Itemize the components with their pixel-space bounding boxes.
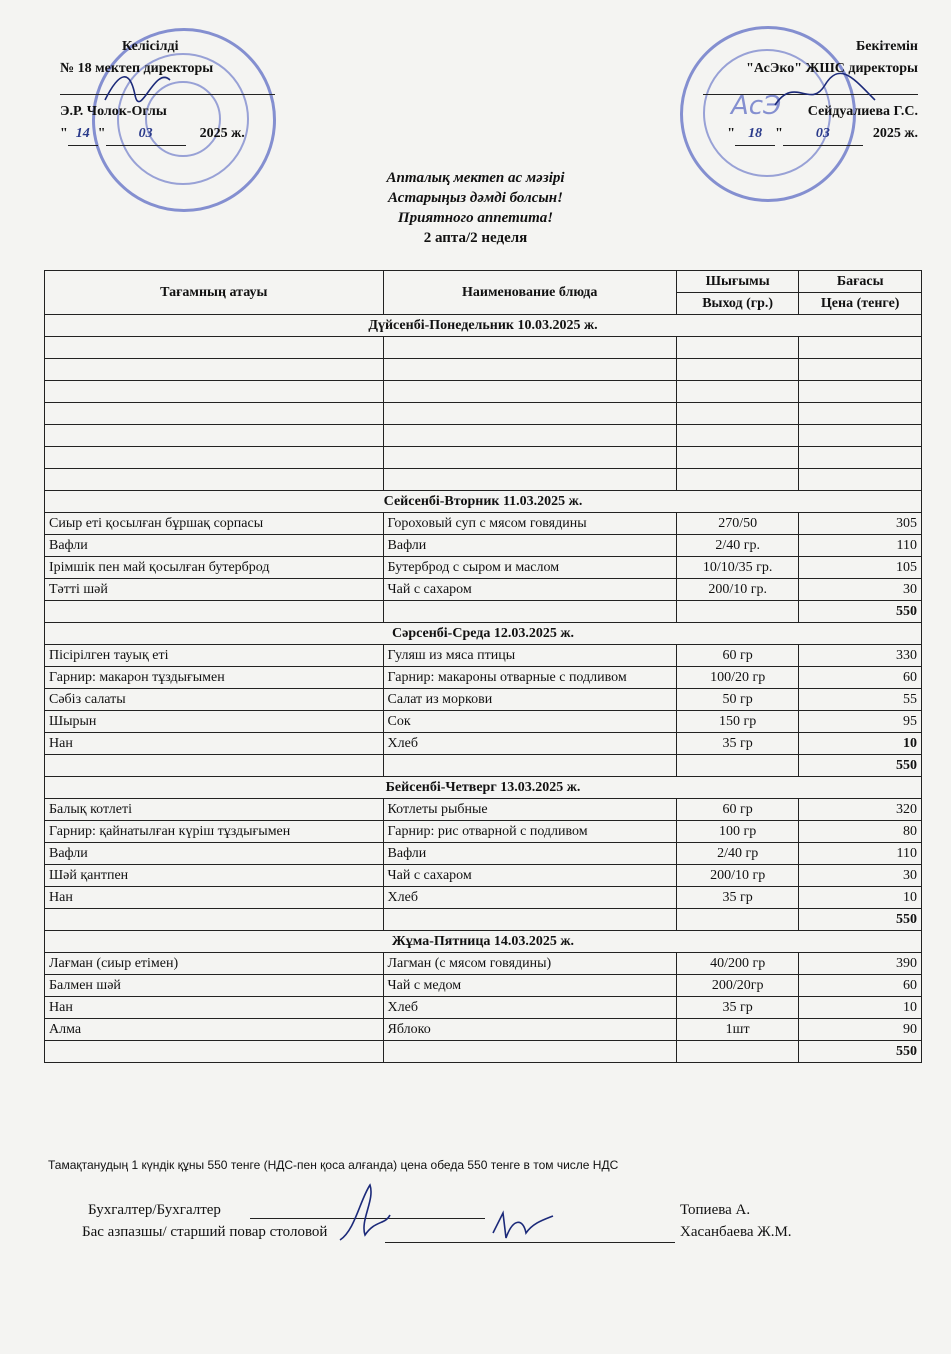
day-header <box>45 315 922 337</box>
empty-cell <box>383 425 676 447</box>
signature-row-accountant <box>88 1202 221 1219</box>
dish-yield: 40/200 гр <box>676 953 799 975</box>
approval-left <box>60 36 300 146</box>
table-row <box>45 557 922 579</box>
table-row <box>45 887 922 909</box>
dish-price: 110 <box>799 843 922 865</box>
dish-yield: 100 гр <box>676 821 799 843</box>
accountant-role: Бухгалтер/Бухгалтер <box>88 1202 221 1218</box>
dish-price: 330 <box>799 645 922 667</box>
dish-name-kz: Лағман (сиыр етімен) <box>45 953 384 975</box>
header-name-kz: Тағамның атауы <box>45 271 384 315</box>
footer-note: Тамақтанудың 1 күндік құны 550 тенге (НДС-пен қоса алғанда) цена обеда 550 тенге в том числе НДС <box>48 1158 619 1172</box>
company-director-position: "АсЭко" ЖШС директоры <box>746 61 918 76</box>
dish-name-ru: Яблоко <box>383 1019 676 1041</box>
dish-name-ru: Гороховый суп с мясом говядины <box>383 513 676 535</box>
dish-price: 110 <box>799 535 922 557</box>
cook-signature <box>488 1208 558 1248</box>
dish-name-ru: Хлеб <box>383 887 676 909</box>
dish-yield: 200/10 гр. <box>676 579 799 601</box>
empty-cell <box>45 909 384 931</box>
table-row <box>45 667 922 689</box>
empty-cell <box>45 1041 384 1063</box>
dish-yield: 1шт <box>676 1019 799 1041</box>
dish-price: 10 <box>799 997 922 1019</box>
table-row <box>45 843 922 865</box>
empty-cell <box>383 909 676 931</box>
signature-row-cook <box>82 1224 327 1241</box>
day-total: 550 <box>799 1041 922 1063</box>
dish-yield: 150 гр <box>676 711 799 733</box>
header-yield-ru: Выход (гр.) <box>676 293 799 315</box>
dish-yield: 60 гр <box>676 799 799 821</box>
dish-yield: 35 гр <box>676 733 799 755</box>
day-total: 550 <box>799 909 922 931</box>
dish-yield: 50 гр <box>676 689 799 711</box>
empty-cell <box>676 403 799 425</box>
day-title: Жұма-Пятница 14.03.2025 ж. <box>45 931 922 953</box>
dish-name-ru: Котлеты рыбные <box>383 799 676 821</box>
company-director-name: Сейдуалиева Г.С. <box>807 104 918 119</box>
empty-row <box>45 359 922 381</box>
empty-cell <box>676 447 799 469</box>
dish-price: 30 <box>799 865 922 887</box>
dish-yield: 2/40 гр. <box>676 535 799 557</box>
dish-name-ru: Бутерброд с сыром и маслом <box>383 557 676 579</box>
table-row <box>45 513 922 535</box>
dish-name-kz: Нан <box>45 997 384 1019</box>
dish-yield: 100/20 гр <box>676 667 799 689</box>
day-header <box>45 491 922 513</box>
approved-title: Бекітемін <box>855 39 918 54</box>
empty-cell <box>799 359 922 381</box>
empty-cell <box>383 601 676 623</box>
empty-cell <box>383 755 676 777</box>
title-greeting-kz: Астарыңыз дәмді болсын! <box>388 190 563 206</box>
empty-cell <box>799 425 922 447</box>
table-row <box>45 953 922 975</box>
empty-cell <box>799 381 922 403</box>
dish-name-kz: Алма <box>45 1019 384 1041</box>
empty-cell <box>799 447 922 469</box>
dish-price: 30 <box>799 579 922 601</box>
day-header <box>45 931 922 953</box>
approval-right-date: " 18 " 03 2025 ж. <box>660 123 918 146</box>
day-header <box>45 777 922 799</box>
empty-row <box>45 469 922 491</box>
dish-name-kz: Нан <box>45 733 384 755</box>
empty-cell <box>45 755 384 777</box>
dish-price: 10 <box>799 733 922 755</box>
day-header <box>45 623 922 645</box>
dish-name-ru: Хлеб <box>383 733 676 755</box>
school-director-name: Э.Р. Чолок-Оглы <box>60 104 167 119</box>
dish-name-ru: Гарнир: рис отварной с подливом <box>383 821 676 843</box>
day-title: Бейсенбі-Четверг 13.03.2025 ж. <box>45 777 922 799</box>
table-row <box>45 645 922 667</box>
day-total: 550 <box>799 755 922 777</box>
dish-name-kz: Пісірілген тауық еті <box>45 645 384 667</box>
table-row <box>45 1019 922 1041</box>
dish-name-ru: Гарнир: макароны отварные с подливом <box>383 667 676 689</box>
empty-cell <box>383 447 676 469</box>
empty-row <box>45 447 922 469</box>
day-title: Сейсенбі-Вторник 11.03.2025 ж. <box>45 491 922 513</box>
dish-price: 90 <box>799 1019 922 1041</box>
header-yield-kz: Шығымы <box>676 271 799 293</box>
empty-cell <box>383 381 676 403</box>
total-row <box>45 755 922 777</box>
total-row <box>45 909 922 931</box>
header-price-kz: Бағасы <box>799 271 922 293</box>
empty-cell <box>799 469 922 491</box>
dish-price: 10 <box>799 887 922 909</box>
dish-name-ru: Чай с медом <box>383 975 676 997</box>
dish-yield: 2/40 гр <box>676 843 799 865</box>
empty-cell <box>676 469 799 491</box>
dish-price: 305 <box>799 513 922 535</box>
empty-cell <box>45 425 384 447</box>
accountant-name: Топиева А. <box>680 1202 751 1218</box>
dish-name-ru: Чай с сахаром <box>383 579 676 601</box>
menu-body <box>45 315 922 1063</box>
title-week: 2 апта/2 неделя <box>423 230 528 246</box>
dish-name-ru: Чай с сахаром <box>383 865 676 887</box>
table-row <box>45 821 922 843</box>
table-row <box>45 975 922 997</box>
dish-price: 105 <box>799 557 922 579</box>
empty-cell <box>45 601 384 623</box>
dish-name-kz: Гарнир: қайнатылған күріш тұздығымен <box>45 821 384 843</box>
empty-row <box>45 337 922 359</box>
empty-cell <box>45 381 384 403</box>
dish-yield: 200/20гр <box>676 975 799 997</box>
empty-cell <box>676 601 799 623</box>
day-title: Дүйсенбі-Понедельник 10.03.2025 ж. <box>45 315 922 337</box>
stamp-text: АсЭ <box>731 91 782 121</box>
empty-cell <box>45 447 384 469</box>
dish-name-ru: Вафли <box>383 535 676 557</box>
table-row <box>45 535 922 557</box>
dish-price: 80 <box>799 821 922 843</box>
empty-row <box>45 381 922 403</box>
school-director-position: № 18 мектеп директоры <box>60 61 214 76</box>
total-row <box>45 601 922 623</box>
dish-name-kz: Гарнир: макарон тұздығымен <box>45 667 384 689</box>
header-name-ru: Наименование блюда <box>383 271 676 315</box>
dish-yield: 35 гр <box>676 887 799 909</box>
day-title: Сәрсенбі-Среда 12.03.2025 ж. <box>45 623 922 645</box>
day-total: 550 <box>799 601 922 623</box>
empty-cell <box>676 1041 799 1063</box>
director-signature-right <box>770 70 880 120</box>
dish-yield: 200/10 гр <box>676 865 799 887</box>
director-signature-left <box>100 60 180 110</box>
dish-price: 60 <box>799 667 922 689</box>
empty-cell <box>383 359 676 381</box>
empty-cell <box>799 337 922 359</box>
table-row <box>45 689 922 711</box>
dish-name-kz: Нан <box>45 887 384 909</box>
title-greeting-ru: Приятного аппетита! <box>397 210 554 226</box>
menu-titles <box>0 168 951 248</box>
table-row <box>45 711 922 733</box>
empty-row <box>45 425 922 447</box>
empty-cell <box>799 403 922 425</box>
dish-yield: 60 гр <box>676 645 799 667</box>
dish-name-ru: Сок <box>383 711 676 733</box>
empty-cell <box>676 381 799 403</box>
empty-cell <box>383 469 676 491</box>
dish-price: 55 <box>799 689 922 711</box>
empty-cell <box>383 403 676 425</box>
empty-cell <box>676 909 799 931</box>
table-row <box>45 865 922 887</box>
dish-name-kz: Вафли <box>45 843 384 865</box>
dish-name-kz: Сәбіз салаты <box>45 689 384 711</box>
approval-left-date: " 14 " 03 2025 ж. <box>60 123 300 146</box>
dish-price: 60 <box>799 975 922 997</box>
agreed-title: Келісілді <box>122 39 179 54</box>
dish-name-kz: Тәтті шәй <box>45 579 384 601</box>
dish-price: 95 <box>799 711 922 733</box>
dish-name-ru: Лагман (с мясом говядины) <box>383 953 676 975</box>
empty-cell <box>383 337 676 359</box>
dish-name-kz: Ірімшік пен май қосылған бутерброд <box>45 557 384 579</box>
table-row <box>45 579 922 601</box>
dish-name-kz: Шырын <box>45 711 384 733</box>
empty-cell <box>45 403 384 425</box>
empty-cell <box>45 359 384 381</box>
empty-cell <box>45 469 384 491</box>
dish-yield: 35 гр <box>676 997 799 1019</box>
table-row <box>45 733 922 755</box>
empty-cell <box>45 337 384 359</box>
dish-name-kz: Балмен шәй <box>45 975 384 997</box>
title-kz: Апталық мектеп ас мәзірі <box>386 170 565 186</box>
empty-cell <box>676 359 799 381</box>
dish-name-kz: Балық котлеті <box>45 799 384 821</box>
table-row <box>45 997 922 1019</box>
empty-cell <box>383 1041 676 1063</box>
empty-row <box>45 403 922 425</box>
dish-name-ru: Салат из моркови <box>383 689 676 711</box>
empty-cell <box>676 337 799 359</box>
accountant-signature <box>330 1180 400 1250</box>
empty-cell <box>676 425 799 447</box>
dish-name-kz: Шәй қантпен <box>45 865 384 887</box>
dish-name-ru: Хлеб <box>383 997 676 1019</box>
dish-name-kz: Вафли <box>45 535 384 557</box>
header-price-ru: Цена (тенге) <box>799 293 922 315</box>
dish-yield: 10/10/35 гр. <box>676 557 799 579</box>
dish-name-ru: Гуляш из мяса птицы <box>383 645 676 667</box>
dish-yield: 270/50 <box>676 513 799 535</box>
dish-price: 320 <box>799 799 922 821</box>
empty-cell <box>676 755 799 777</box>
dish-name-ru: Вафли <box>383 843 676 865</box>
dish-price: 390 <box>799 953 922 975</box>
cook-name: Хасанбаева Ж.М. <box>680 1224 792 1240</box>
table-row <box>45 799 922 821</box>
dish-name-kz: Сиыр еті қосылған бұршақ сорпасы <box>45 513 384 535</box>
menu-table <box>44 270 922 1063</box>
cook-role: Бас азпазшы/ старший повар столовой <box>82 1224 328 1240</box>
total-row <box>45 1041 922 1063</box>
